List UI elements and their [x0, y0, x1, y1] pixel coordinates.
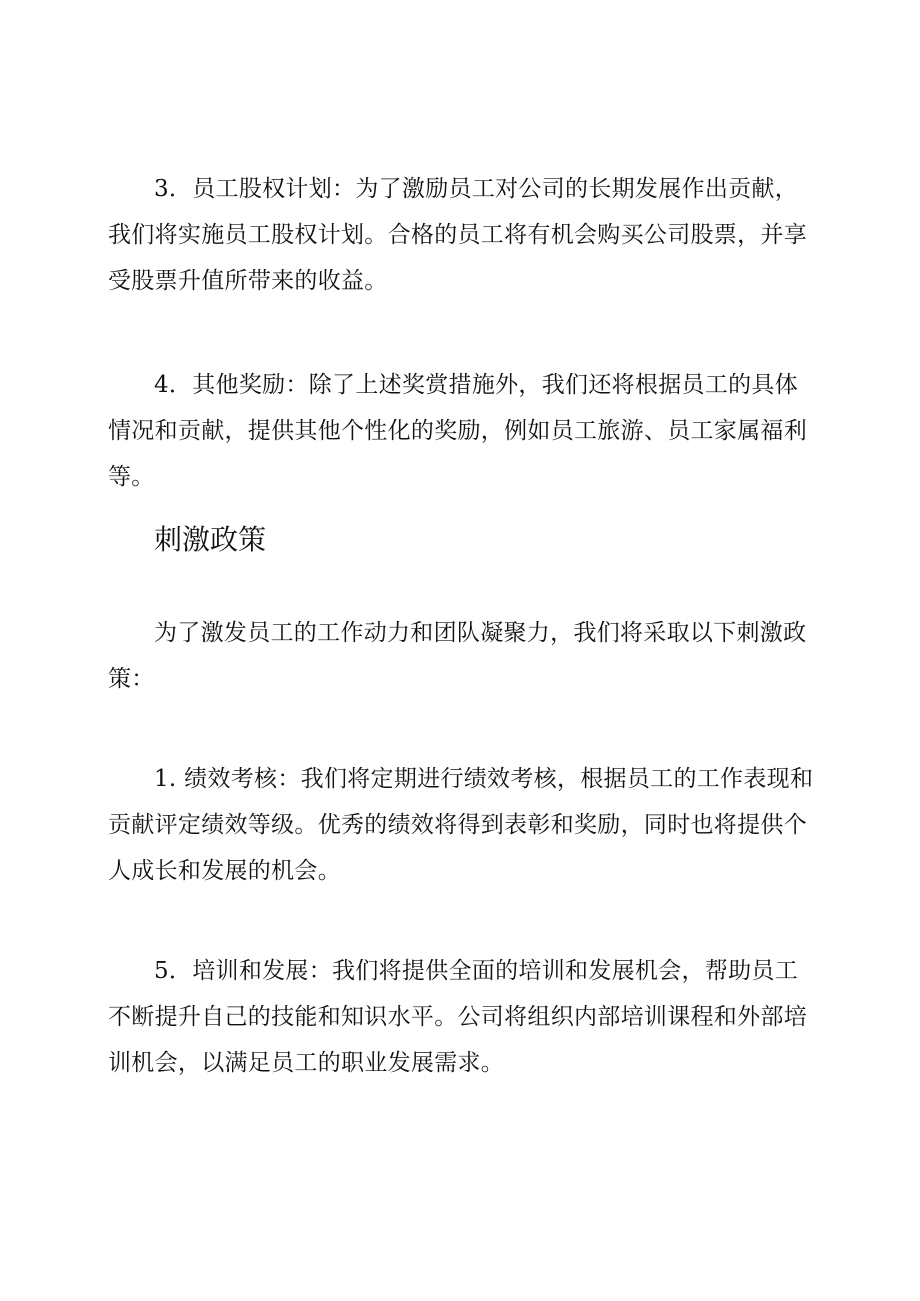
- section-heading-incentive-policy: 刺激政策: [154, 523, 267, 556]
- section-intro: 为了激发员工的工作动力和团队凝聚力，我们将采取以下刺激政策：: [108, 620, 807, 692]
- list-item-training-development: 5．培训和发展：我们将提供全面的培训和发展机会，帮助员工不断提升自己的技能和知识水平。公司将组织内部培训课程和外部培训机会，以满足员工的职业发展需求。: [108, 958, 807, 1076]
- paragraph-employee-stock-plan: 3．员工股权计划：为了激励员工对公司的长期发展作出贡献，我们将实施员工股权计划。合格的员工将有机会购买公司股票，并享受股票升值所带来的收益。: [108, 176, 807, 294]
- paragraph-other-rewards: 4．其他奖励：除了上述奖赏措施外，我们还将根据员工的具体情况和贡献，提供其他个性化的奖励，例如员工旅游、员工家属福利等。: [108, 372, 807, 490]
- list-item-performance-review: 1. 绩效考核：我们将定期进行绩效考核，根据员工的工作表现和贡献评定绩效等级。优秀的绩效将得到表彰和奖励，同时也将提供个人成长和发展的机会。: [108, 766, 814, 884]
